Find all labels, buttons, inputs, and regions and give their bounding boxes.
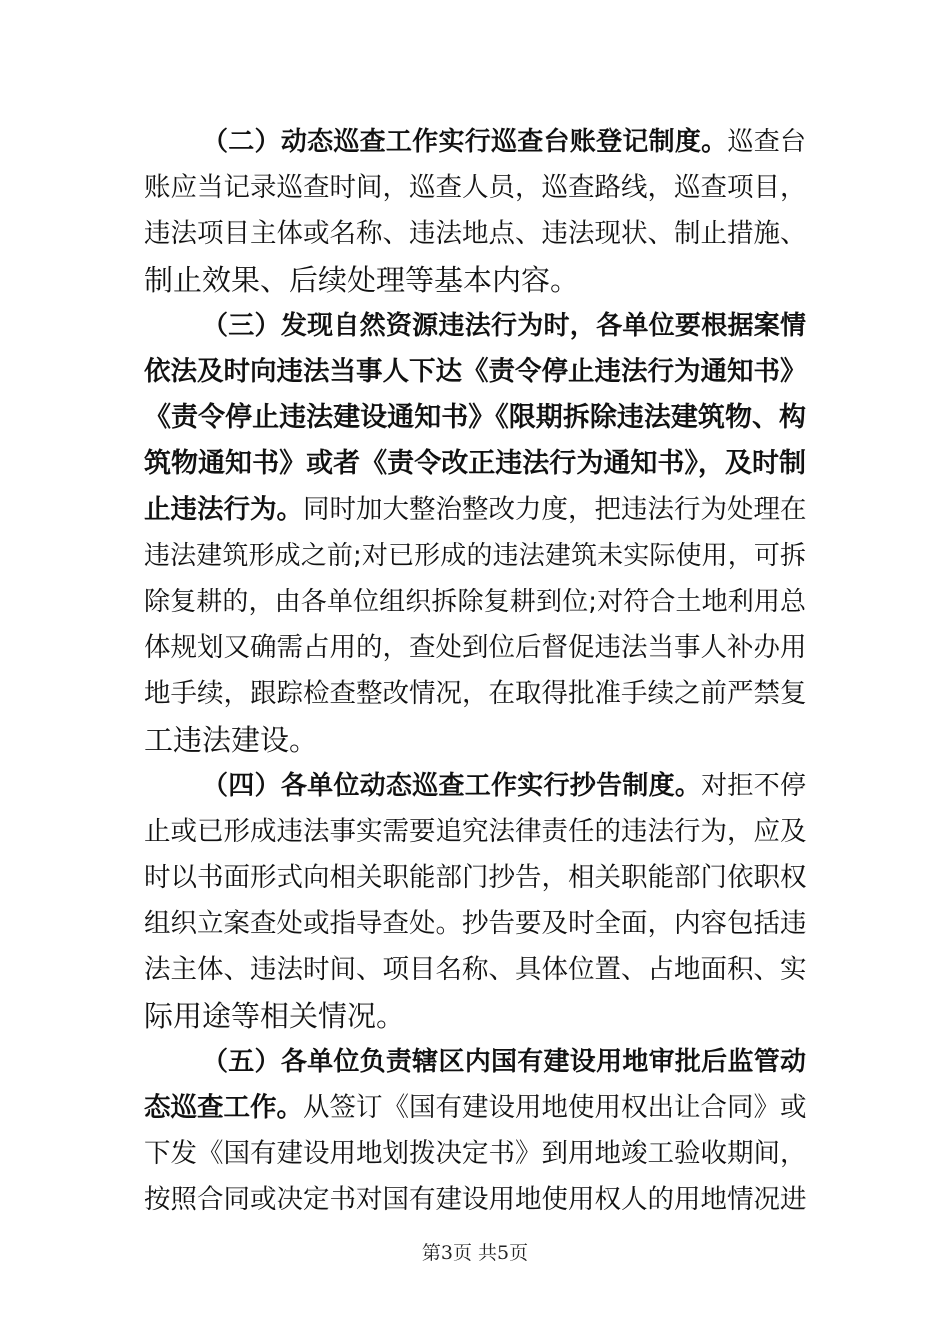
text-line: [144, 858, 806, 898]
text-line: [202, 306, 806, 346]
text-line: [144, 628, 806, 668]
body-text: 下发《国有建设用地划拨决定书》到用地竣工验收期间，: [144, 1138, 807, 1169]
text-line: [202, 766, 806, 806]
text-line: [144, 1088, 806, 1128]
text-line: [144, 444, 806, 484]
body-text: 工违法建设。: [144, 723, 319, 757]
body-text: 体规划又确需占用的，查处到位后督促违法当事人补办用: [144, 632, 807, 663]
text-line: [144, 950, 806, 990]
text-line: [144, 536, 806, 576]
body-text: 组织立案查处或指导查处。抄告要及时全面，内容包括违: [144, 908, 807, 939]
bold-text: （五）各单位负责辖区内国有建设用地审批后监管动: [202, 1047, 806, 1077]
body-text: 按照合同或决定书对国有建设用地使用权人的用地情况进: [144, 1184, 807, 1215]
text-line: [144, 168, 806, 208]
text-line: [144, 1180, 806, 1220]
body-text: 巡查台: [727, 127, 806, 157]
body-text: 从签订《国有建设用地使用权出让合同》或: [303, 1092, 807, 1123]
text-line: [202, 122, 806, 162]
bold-text: （四）各单位动态巡查工作实行抄告制度。: [202, 771, 702, 801]
text-line: [144, 812, 806, 852]
body-text: 违法建筑形成之前;对已形成的违法建筑未实际使用，可拆: [144, 541, 806, 571]
bold-text: 依法及时向违法当事人下达《责令停止违法行为通知书》: [144, 356, 807, 387]
text-line: [144, 1134, 806, 1174]
body-text: 制止效果、后续处理等基本内容。: [144, 263, 580, 297]
text-line: [202, 1042, 806, 1082]
text-line: [144, 720, 806, 760]
body-text: 账应当记录巡查时间，巡查人员，巡查路线，巡查项目，: [144, 172, 807, 203]
text-line: [144, 260, 806, 300]
bold-text: 态巡查工作。: [144, 1092, 303, 1123]
body-text: 际用途等相关情况。: [144, 999, 406, 1033]
text-line: [144, 490, 806, 530]
body-text: 对拒不停: [701, 771, 806, 801]
body-text: 违法项目主体或名称、违法地点、违法现状、制止措施、: [144, 218, 807, 249]
bold-text: 《责令停止违法建设通知书》《限期拆除违法建筑物、构: [144, 402, 806, 433]
body-text: 除复耕的，由各单位组织拆除复耕到位;对符合土地利用总: [144, 587, 806, 617]
bold-text: 止违法行为。: [144, 494, 303, 525]
body-text: 时以书面形式向相关职能部门抄告，相关职能部门依职权: [144, 862, 807, 893]
text-line: [144, 904, 806, 944]
bold-text: （三）发现自然资源违法行为时，各单位要根据案情: [202, 311, 806, 341]
text-line: [144, 582, 806, 622]
text-line: [144, 674, 806, 714]
text-line: [144, 214, 806, 254]
body-text: 止或已形成违法事实需要追究法律责任的违法行为，应及: [144, 816, 807, 847]
text-line: [144, 352, 806, 392]
page-number: 第3页 共5页: [421, 1242, 529, 1264]
text-line: [144, 398, 806, 438]
body-text: 地手续，跟踪检查整改情况，在取得批准手续之前严禁复: [144, 678, 807, 709]
bold-text: （二）动态巡查工作实行巡查台账登记制度。: [202, 127, 728, 157]
bold-text: 筑物通知书》或者《责令改正违法行为通知书》，及时制: [144, 448, 806, 479]
text-line: [144, 996, 806, 1036]
body-text: 法主体、违法时间、项目名称、具体位置、占地面积、实: [144, 954, 807, 985]
body-text: 同时加大整治整改力度，把违法行为处理在: [303, 494, 807, 525]
